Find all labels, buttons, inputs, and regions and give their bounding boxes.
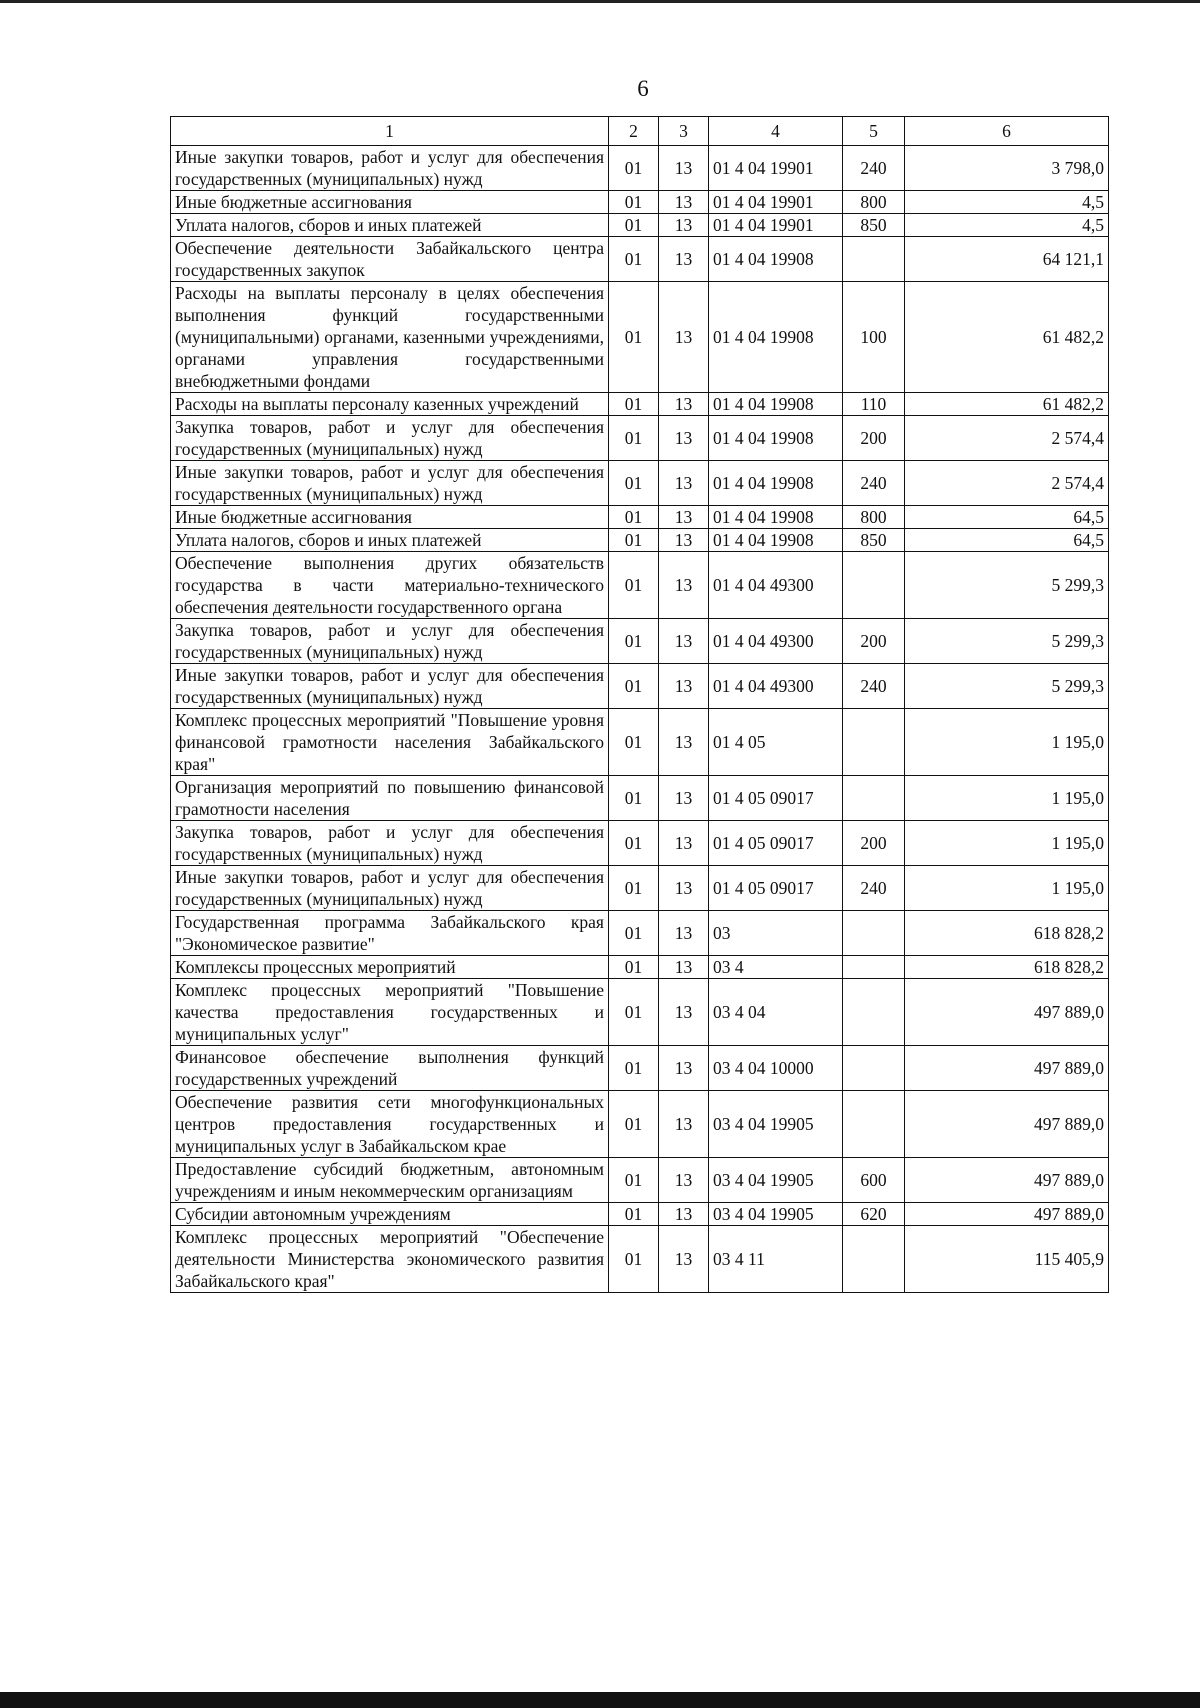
row-expense-type: 200 <box>843 619 905 664</box>
row-name: Уплата налогов, сборов и иных платежей <box>171 214 609 237</box>
row-target-article: 01 4 04 49300 <box>709 664 843 709</box>
row-expense-type: 850 <box>843 214 905 237</box>
row-section-code: 01 <box>609 1226 659 1293</box>
row-subsection-code: 13 <box>659 529 709 552</box>
row-expense-type <box>843 1226 905 1293</box>
row-expense-type: 800 <box>843 506 905 529</box>
table-row <box>171 709 1109 776</box>
row-expense-type <box>843 776 905 821</box>
row-expense-type <box>843 552 905 619</box>
row-section-code: 01 <box>609 1046 659 1091</box>
row-section-code: 01 <box>609 416 659 461</box>
row-expense-type: 240 <box>843 461 905 506</box>
row-subsection-code: 13 <box>659 1203 709 1226</box>
row-expense-type: 850 <box>843 529 905 552</box>
row-target-article: 01 4 04 19908 <box>709 416 843 461</box>
row-name: Иные закупки товаров, работ и услуг для обеспечения государственных (муниципальных) нужд <box>171 146 609 191</box>
row-target-article: 03 4 <box>709 956 843 979</box>
row-target-article: 01 4 04 19908 <box>709 393 843 416</box>
row-target-article: 03 4 04 19905 <box>709 1158 843 1203</box>
row-name: Закупка товаров, работ и услуг для обеспечения государственных (муниципальных) нужд <box>171 619 609 664</box>
table-row <box>171 461 1109 506</box>
row-target-article: 01 4 04 19908 <box>709 282 843 393</box>
row-amount: 5 299,3 <box>905 552 1109 619</box>
row-section-code: 01 <box>609 776 659 821</box>
row-subsection-code: 13 <box>659 956 709 979</box>
row-section-code: 01 <box>609 619 659 664</box>
row-expense-type <box>843 1091 905 1158</box>
row-target-article: 01 4 04 49300 <box>709 619 843 664</box>
table-row <box>171 191 1109 214</box>
row-name: Обеспечение развития сети многофункциональных центров предоставления государственных и муниципальных услуг в Забайкальском крае <box>171 1091 609 1158</box>
row-subsection-code: 13 <box>659 1046 709 1091</box>
table-body <box>171 146 1109 1293</box>
row-target-article: 01 4 04 49300 <box>709 552 843 619</box>
row-name: Иные бюджетные ассигнования <box>171 191 609 214</box>
row-amount: 2 574,4 <box>905 461 1109 506</box>
row-section-code: 01 <box>609 979 659 1046</box>
row-target-article: 01 4 04 19908 <box>709 506 843 529</box>
row-target-article: 01 4 04 19908 <box>709 529 843 552</box>
row-amount: 2 574,4 <box>905 416 1109 461</box>
row-subsection-code: 13 <box>659 979 709 1046</box>
row-section-code: 01 <box>609 709 659 776</box>
table-row <box>171 214 1109 237</box>
row-subsection-code: 13 <box>659 619 709 664</box>
row-expense-type <box>843 1046 905 1091</box>
row-amount: 115 405,9 <box>905 1226 1109 1293</box>
row-subsection-code: 13 <box>659 393 709 416</box>
row-name: Комплекс процессных мероприятий "Повышение качества предоставления государственных и муниципальных услуг" <box>171 979 609 1046</box>
row-amount: 5 299,3 <box>905 664 1109 709</box>
row-amount: 61 482,2 <box>905 282 1109 393</box>
row-amount: 64,5 <box>905 529 1109 552</box>
row-name: Государственная программа Забайкальского края "Экономическое развитие" <box>171 911 609 956</box>
row-section-code: 01 <box>609 282 659 393</box>
row-expense-type: 110 <box>843 393 905 416</box>
table-row <box>171 776 1109 821</box>
table-row <box>171 1158 1109 1203</box>
row-expense-type: 600 <box>843 1158 905 1203</box>
row-name: Обеспечение выполнения других обязательств государства в части материально-технического обеспечения деятельности государственного органа <box>171 552 609 619</box>
column-header-amount: 6 <box>905 117 1109 146</box>
row-target-article: 03 4 11 <box>709 1226 843 1293</box>
row-amount: 3 798,0 <box>905 146 1109 191</box>
row-name: Иные закупки товаров, работ и услуг для обеспечения государственных (муниципальных) нужд <box>171 461 609 506</box>
budget-table <box>170 116 1109 1293</box>
row-target-article: 03 4 04 19905 <box>709 1203 843 1226</box>
row-section-code: 01 <box>609 911 659 956</box>
row-expense-type <box>843 237 905 282</box>
row-subsection-code: 13 <box>659 709 709 776</box>
table-row <box>171 1046 1109 1091</box>
table-row <box>171 552 1109 619</box>
row-section-code: 01 <box>609 529 659 552</box>
row-target-article: 01 4 05 09017 <box>709 776 843 821</box>
row-amount: 618 828,2 <box>905 956 1109 979</box>
row-amount: 64,5 <box>905 506 1109 529</box>
row-section-code: 01 <box>609 552 659 619</box>
row-amount: 618 828,2 <box>905 911 1109 956</box>
row-amount: 1 195,0 <box>905 776 1109 821</box>
row-name: Иные бюджетные ассигнования <box>171 506 609 529</box>
row-target-article: 01 4 04 19901 <box>709 214 843 237</box>
table-row <box>171 821 1109 866</box>
row-name: Организация мероприятий по повышению финансовой грамотности населения <box>171 776 609 821</box>
row-amount: 61 482,2 <box>905 393 1109 416</box>
row-amount: 1 195,0 <box>905 866 1109 911</box>
row-subsection-code: 13 <box>659 191 709 214</box>
table-row <box>171 146 1109 191</box>
row-expense-type: 620 <box>843 1203 905 1226</box>
row-subsection-code: 13 <box>659 461 709 506</box>
row-subsection-code: 13 <box>659 1226 709 1293</box>
table-row <box>171 529 1109 552</box>
row-amount: 497 889,0 <box>905 1046 1109 1091</box>
table-row <box>171 619 1109 664</box>
row-name: Расходы на выплаты персоналу казенных учреждений <box>171 393 609 416</box>
row-expense-type: 200 <box>843 821 905 866</box>
row-expense-type: 240 <box>843 866 905 911</box>
row-subsection-code: 13 <box>659 237 709 282</box>
table-row <box>171 866 1109 911</box>
table-row <box>171 956 1109 979</box>
row-amount: 497 889,0 <box>905 1203 1109 1226</box>
row-name: Субсидии автономным учреждениям <box>171 1203 609 1226</box>
table-row <box>171 1226 1109 1293</box>
row-expense-type <box>843 709 905 776</box>
row-section-code: 01 <box>609 664 659 709</box>
row-target-article: 03 4 04 10000 <box>709 1046 843 1091</box>
row-name: Комплекс процессных мероприятий "Повышение уровня финансовой грамотности населения Забайкальского края" <box>171 709 609 776</box>
row-section-code: 01 <box>609 956 659 979</box>
column-header-name: 1 <box>171 117 609 146</box>
row-expense-type <box>843 979 905 1046</box>
row-section-code: 01 <box>609 866 659 911</box>
column-header-pr: 3 <box>659 117 709 146</box>
row-subsection-code: 13 <box>659 416 709 461</box>
page-bottom-band <box>0 1692 1200 1708</box>
row-section-code: 01 <box>609 393 659 416</box>
table-row <box>171 282 1109 393</box>
row-subsection-code: 13 <box>659 821 709 866</box>
row-expense-type <box>843 911 905 956</box>
row-amount: 4,5 <box>905 191 1109 214</box>
row-name: Закупка товаров, работ и услуг для обеспечения государственных (муниципальных) нужд <box>171 821 609 866</box>
row-target-article: 01 4 05 09017 <box>709 866 843 911</box>
header-row <box>171 117 1109 146</box>
row-target-article: 01 4 04 19908 <box>709 461 843 506</box>
row-section-code: 01 <box>609 1158 659 1203</box>
row-name: Расходы на выплаты персоналу в целях обеспечения выполнения функций государственными (муниципальными) органами, казенными учреждениями, органами управления государственными внебюджетными фондами <box>171 282 609 393</box>
table-row <box>171 911 1109 956</box>
row-section-code: 01 <box>609 506 659 529</box>
row-subsection-code: 13 <box>659 1091 709 1158</box>
row-expense-type: 240 <box>843 146 905 191</box>
row-expense-type: 800 <box>843 191 905 214</box>
row-expense-type: 200 <box>843 416 905 461</box>
column-header-vr: 5 <box>843 117 905 146</box>
page-top-edge <box>0 0 1200 3</box>
row-expense-type <box>843 956 905 979</box>
table-row <box>171 979 1109 1046</box>
row-subsection-code: 13 <box>659 911 709 956</box>
row-subsection-code: 13 <box>659 664 709 709</box>
row-name: Иные закупки товаров, работ и услуг для обеспечения государственных (муниципальных) нужд <box>171 866 609 911</box>
row-section-code: 01 <box>609 1203 659 1226</box>
row-name: Финансовое обеспечение выполнения функций государственных учреждений <box>171 1046 609 1091</box>
row-expense-type: 240 <box>843 664 905 709</box>
row-section-code: 01 <box>609 821 659 866</box>
row-name: Уплата налогов, сборов и иных платежей <box>171 529 609 552</box>
row-target-article: 01 4 04 19901 <box>709 146 843 191</box>
row-section-code: 01 <box>609 1091 659 1158</box>
row-subsection-code: 13 <box>659 146 709 191</box>
row-section-code: 01 <box>609 214 659 237</box>
row-subsection-code: 13 <box>659 552 709 619</box>
row-target-article: 01 4 04 19901 <box>709 191 843 214</box>
row-target-article: 03 4 04 <box>709 979 843 1046</box>
row-name: Иные закупки товаров, работ и услуг для обеспечения государственных (муниципальных) нужд <box>171 664 609 709</box>
row-subsection-code: 13 <box>659 282 709 393</box>
row-name: Комплекс процессных мероприятий "Обеспечение деятельности Министерства экономического развития Забайкальского края" <box>171 1226 609 1293</box>
row-subsection-code: 13 <box>659 866 709 911</box>
row-target-article: 01 4 05 <box>709 709 843 776</box>
row-amount: 497 889,0 <box>905 979 1109 1046</box>
page-number: 6 <box>637 76 649 101</box>
table-row <box>171 393 1109 416</box>
row-subsection-code: 13 <box>659 776 709 821</box>
row-section-code: 01 <box>609 461 659 506</box>
table-row <box>171 237 1109 282</box>
table-row <box>171 1203 1109 1226</box>
row-amount: 1 195,0 <box>905 821 1109 866</box>
row-subsection-code: 13 <box>659 1158 709 1203</box>
row-section-code: 01 <box>609 237 659 282</box>
row-subsection-code: 13 <box>659 214 709 237</box>
table-row <box>171 1091 1109 1158</box>
row-amount: 497 889,0 <box>905 1158 1109 1203</box>
column-header-csr: 4 <box>709 117 843 146</box>
row-name: Закупка товаров, работ и услуг для обеспечения государственных (муниципальных) нужд <box>171 416 609 461</box>
row-name: Предоставление субсидий бюджетным, автономным учреждениям и иным некоммерческим организациям <box>171 1158 609 1203</box>
row-section-code: 01 <box>609 191 659 214</box>
row-amount: 5 299,3 <box>905 619 1109 664</box>
row-target-article: 01 4 04 19908 <box>709 237 843 282</box>
row-name: Обеспечение деятельности Забайкальского центра государственных закупок <box>171 237 609 282</box>
table-row <box>171 506 1109 529</box>
row-target-article: 01 4 05 09017 <box>709 821 843 866</box>
row-amount: 4,5 <box>905 214 1109 237</box>
row-amount: 497 889,0 <box>905 1091 1109 1158</box>
row-name: Комплексы процессных мероприятий <box>171 956 609 979</box>
row-subsection-code: 13 <box>659 506 709 529</box>
row-amount: 1 195,0 <box>905 709 1109 776</box>
table-row <box>171 416 1109 461</box>
row-section-code: 01 <box>609 146 659 191</box>
row-expense-type: 100 <box>843 282 905 393</box>
row-amount: 64 121,1 <box>905 237 1109 282</box>
row-target-article: 03 <box>709 911 843 956</box>
row-target-article: 03 4 04 19905 <box>709 1091 843 1158</box>
column-header-rz: 2 <box>609 117 659 146</box>
table-row <box>171 664 1109 709</box>
